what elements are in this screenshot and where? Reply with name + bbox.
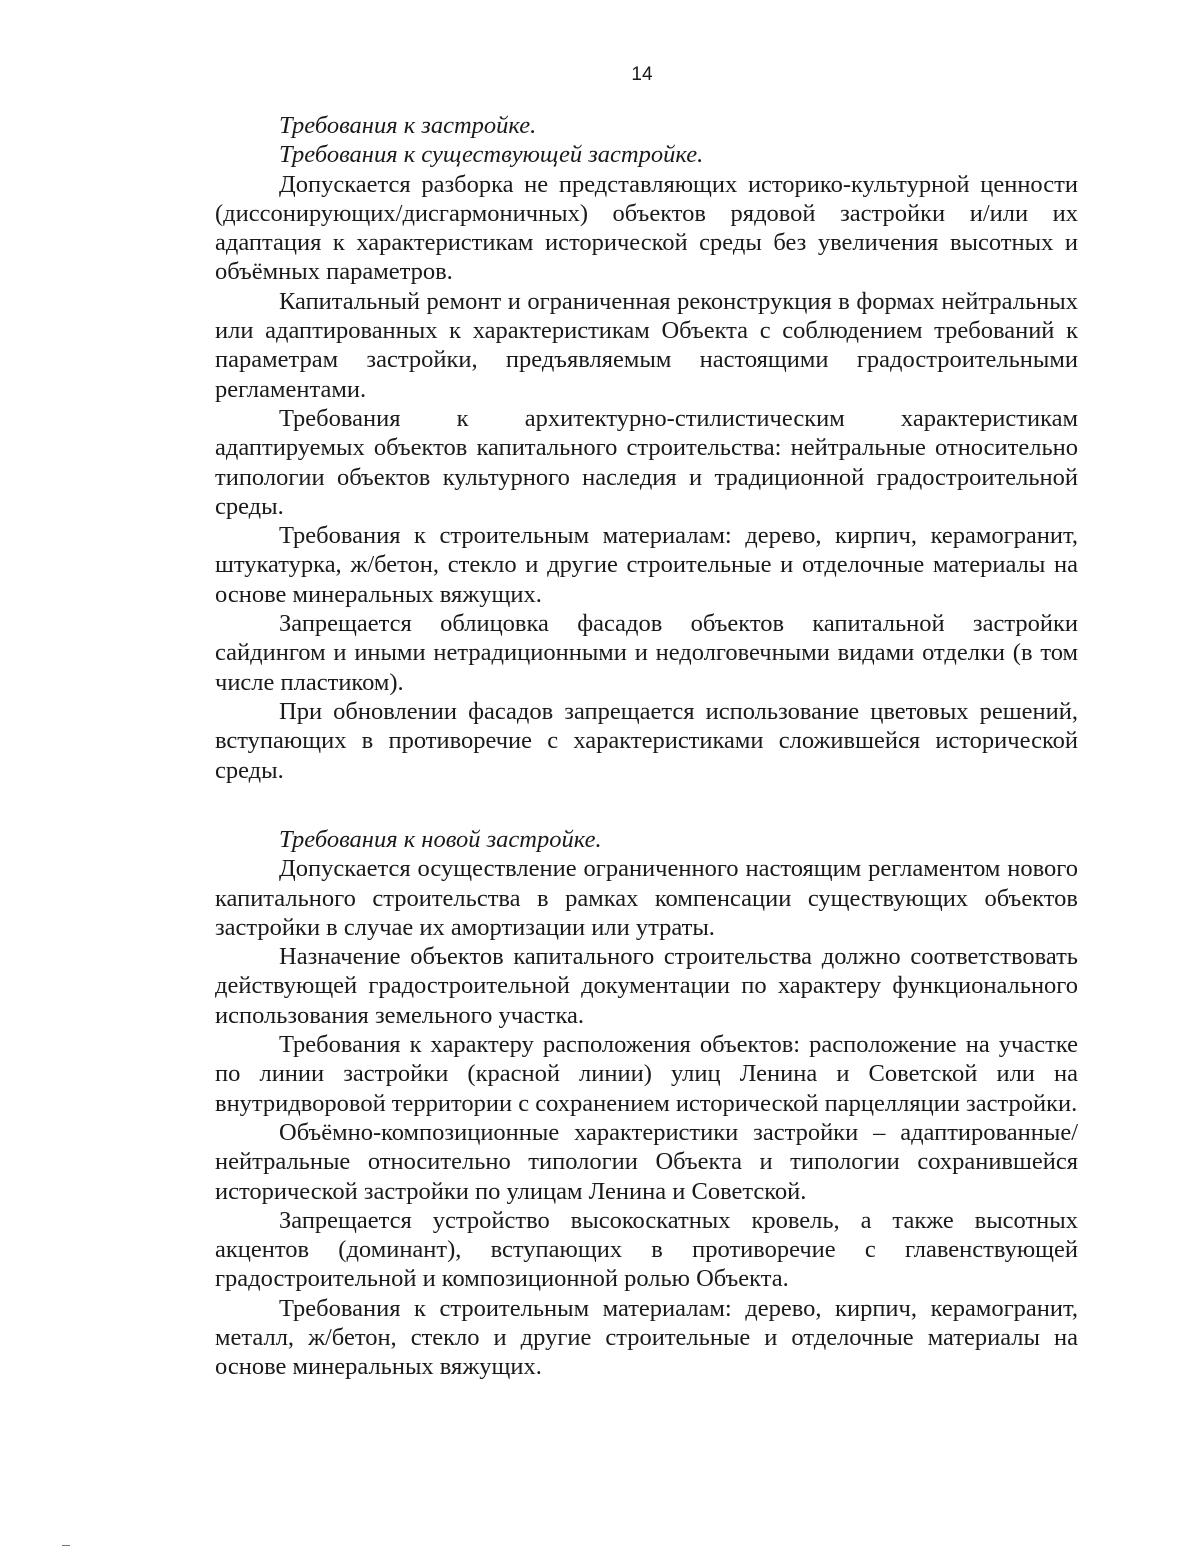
heading-existing-buildings: Требования к существующей застройке. (279, 141, 704, 169)
section-new-buildings (215, 825, 1078, 1382)
section-existing-buildings (215, 111, 1078, 785)
paragraph-architectural-style: Требования к архитектурно-стилистическим характеристикам адаптируемых объектов капитального строительства: нейтральные относительно типологии объектов культурного наследия и традиционной градостроительной среды. (215, 404, 1078, 520)
paragraph-facade-colors: При обновлении фасадов запрещается использование цветовых решений, вступающих в противоречие с характеристиками сложившейся исторической среды. (215, 697, 1078, 784)
paragraph-roof-restrictions: Запрещается устройство высокоскатных кровель, а также высотных акцентов (доминант), вступающих в противоречие с главенствующей градостроительной и композиционной ролью Объекта. (215, 1206, 1078, 1293)
paragraph-materials: Требования к строительным материалам: дерево, кирпич, керамогранит, штукатурка, ж/бетон, стекло и другие строительные и отделочные материалы на основе минеральных вяжущих. (215, 522, 1078, 608)
heading-new-buildings: Требования к новой застройке. (279, 826, 602, 853)
paragraph-new-materials: Требования к строительным материалам: дерево, кирпич, керамогранит, металл, ж/бетон, стекло и другие строительные и отделочные материалы на основе минеральных вяжущих. (215, 1294, 1078, 1381)
paragraph-purpose: Назначение объектов капитального строительства должно соответствовать действующей градостроительной документации по характеру функционального использования земельного участка. (215, 943, 1078, 1029)
margin-mark (62, 1545, 70, 1546)
paragraph-new-construction: Допускается осуществление ограниченного настоящим регламентом нового капитального строительства в рамках компенсации существующих объектов застройки в случае их амортизации или утраты. (215, 855, 1078, 941)
paragraph-placement: Требования к характеру расположения объектов: расположение на участке по линии застройки (красной линии) улиц Ленина и Советской или на внутридворовой территории с сохранением исторической парцелляции застройки. (215, 1031, 1078, 1117)
paragraph-demolition: Допускается разборка не представляющих историко-культурной ценности (диссонирующих/дисгармоничных) объектов рядовой застройки и/или их адаптация к характеристикам исторической среды без увеличения высотных и объёмных параметров. (215, 170, 1078, 286)
paragraph-volume-composition: Объёмно-композиционные характеристики застройки – адаптированные/нейтральные относительно типологии Объекта и типологии сохранившейся исторической застройки по улицам Ленина и Советской. (215, 1118, 1078, 1205)
paragraph-facade-cladding: Запрещается облицовка фасадов объектов капитальной застройки сайдингом и иными нетрадиционными и недолговечными видами отделки (в том числе пластиком). (215, 610, 1078, 696)
page-number: 14 (631, 64, 653, 85)
paragraph-capital-repair: Капитальный ремонт и ограниченная реконструкция в формах нейтральных или адаптированных к характеристикам Объекта с соблюдением требований к параметрам застройки, предъявляемым настоящими градостроительными регламентами. (215, 287, 1078, 403)
heading-building-requirements: Требования к застройке. (279, 112, 537, 139)
